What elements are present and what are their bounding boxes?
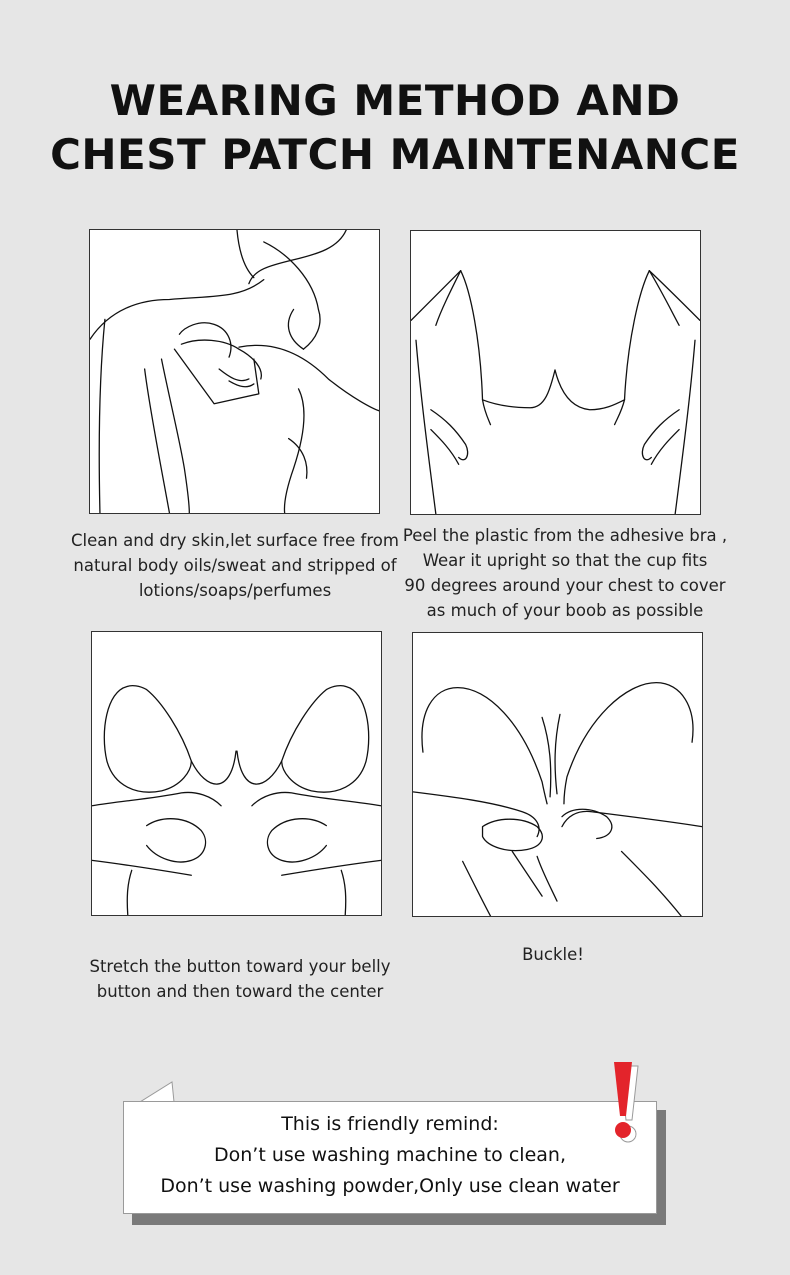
step-4-line-1: Buckle!	[522, 945, 584, 964]
reminder-line-2: Don’t use washing machine to clean,	[214, 1144, 566, 1166]
step-1-caption	[60, 528, 410, 603]
peel-plastic-illustration	[410, 230, 701, 515]
step-2-line-1: Peel the plastic from the adhesive bra ,	[402, 526, 728, 545]
reminder-box	[123, 1101, 657, 1214]
step-1-line-3: lotions/soaps/perfumes	[138, 581, 332, 600]
exclamation-icon	[606, 1060, 642, 1144]
title-line-2: CHEST PATCH MAINTENANCE	[50, 130, 740, 179]
step-3-line-2: button and then toward the center	[96, 982, 384, 1001]
buckle-illustration	[412, 632, 703, 917]
step-1-line-2: natural body oils/sweat and stripped of	[73, 556, 397, 575]
step-3-caption	[60, 954, 420, 1004]
step-2-line-3: 90 degrees around your chest to cover	[404, 576, 726, 595]
step-2-line-4: as much of your boob as possible	[426, 601, 704, 620]
stretch-button-illustration	[91, 631, 382, 916]
step-2-line-2: Wear it upright so that the cup fits	[422, 551, 708, 570]
step-4-caption	[470, 942, 636, 967]
reminder-line-3: Don’t use washing powder,Only use clean water	[160, 1175, 620, 1197]
title-line-1: WEARING METHOD AND	[109, 76, 681, 125]
step-2-caption	[390, 523, 740, 623]
page-title	[0, 74, 790, 182]
step-1-line-1: Clean and dry skin,let surface free from	[71, 531, 399, 550]
reminder-line-1: This is friendly remind:	[281, 1113, 499, 1135]
skin-cleaning-illustration	[89, 229, 380, 514]
step-3-line-1: Stretch the button toward your belly	[89, 957, 391, 976]
